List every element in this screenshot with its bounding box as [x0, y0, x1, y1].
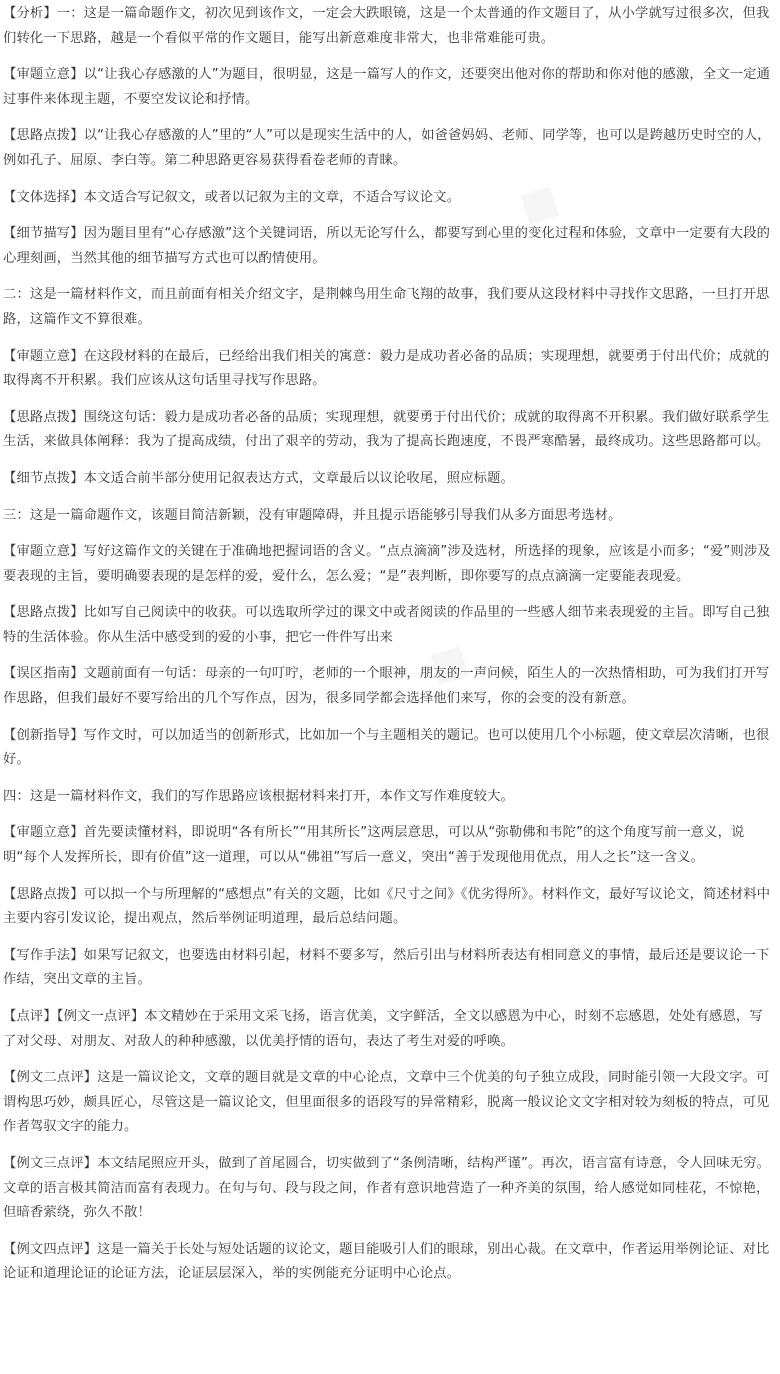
paragraph-analysis-1: 【分析】一：这是一篇命题作文，初次见到该作文，一定会大跌眼镜，这是一个太普通的作文题目了，从小学就写过很多次，但我们转化一下思路，越是一个看似平常的作文题目，能写出新意难度非常大，也非常难能可贵。	[3, 6, 770, 46]
paragraph-idea-4: 【思路点拨】可以拟一个与所理解的“感想点”有关的文题，比如《尺寸之间》《优劣得所》。材料作文，最好写议论文，简述材料中主要内容引发议论，提出观点，然后举例证明道理，最后总结问题。	[3, 886, 771, 927]
paragraph-review-4: 【例文四点评】这是一篇关于长处与短处话题的议论文，题目能吸引人们的眼球，别出心裁。在文章中，作者运用举例论证、对比论证和道理论证的论证方法，论证层层深入，举的实例能充分证明中心论点。	[3, 1241, 770, 1282]
paragraph-idea-3: 【思路点拨】比如写自己阅读中的收获。可以选取所学过的课文中或者阅读的作品里的一些感人细节来表现爱的主旨。即写自己独特的生活体验。你从生活中感受到的爱的小事，把它一件件写出来	[3, 605, 770, 645]
paragraph-idea-1: 【思路点拨】以“让我心存感激的人”里的“人”可以是现实生活中的人，如爸爸妈妈、老师、同学等，也可以是跨越历史时空的人，例如孔子、屈原、李白等。第二种思路更容易获得看卷老师的青睐。	[3, 128, 771, 168]
paragraph-section-2: 二：这是一篇材料作文，而且前面有相关介绍文字，是荆棘鸟用生命飞翔的故事，我们要从这段材料中寻找作文思路，一旦打开思路，这篇作文不算很难。	[3, 287, 770, 327]
paragraph-detail-2: 【细节点拨】本文适合前半部分使用记叙表达方式，文章最后以议论收尾，照应标题。	[3, 470, 514, 486]
paragraph-technique-4: 【写作手法】如果写记叙文，也要选由材料引起，材料不要多写，然后引出与材料所表达有相同意义的事情，最后还是要议论一下作结，突出文章的主旨。	[3, 947, 770, 988]
paragraph-review-2: 【例文二点评】这是一篇议论文，文章的题目就是文章的中心论点，文章中三个优美的句子独立成段，同时能引领一大段文字。可谓构思巧妙，颇具匠心，尽管这是一篇议论文，但里面很多的语段写的异常精彩，脱离一般议论文文字相对较为刻板的特点，可见作者驾驭文字的能力。	[3, 1070, 770, 1135]
paragraph-section-3: 三：这是一篇命题作文，该题目简洁新颖，没有审题障碍，并且提示语能够引导我们从多方面思考选材。	[3, 507, 622, 523]
paragraph-review-1: 【点评】【例文一点评】本文精妙在于采用文采飞扬，语言优美，文字鲜活，全文以感恩为中心，时刻不忘感恩，处处有感恩，写了对父母、对朋友、对敌人的种种感激，以优美抒情的语句，表达了考生对爱的呼唤。	[3, 1009, 763, 1049]
paragraph-detail-1: 【细节描写】因为题目里有“心存感激”这个关键词语，所以无论写什么，都要写到心里的变化过程和体验，文章中一定要有大段的心理刻画，当然其他的细节描写方式也可以酌情使用。	[3, 226, 771, 266]
paragraph-review-3: 【例文三点评】本文结尾照应开头，做到了首尾圆合，切实做到了“条例清晰，结构严谨”。再次，语言富有诗意，令人回味无穷。文章的语言极其简洁而富有表现力。在句与句、段与段之间，作者有意识地营造了一种齐美的氛围，给人感觉如同桂花，不惊艳，但暗香萦绕，弥久不散！	[3, 1155, 771, 1221]
paragraph-innovation-3: 【创新指导】写作文时，可以加适当的创新形式，比如加一个与主题相关的题记。也可以使用几个小标题，使文章层次清晰，也很好。	[3, 727, 770, 768]
paragraph-idea-2: 【思路点拨】围绕这句话：毅力是成功者必备的品质；实现理想，就要勇于付出代价；成就的取得离不开积累。我们做好联系学生生活，来做具体阐释：我为了提高成绩，付出了艰辛的劳动，我为了提高长跑速度，不畏严寒酷暑，最终成功。这些思路都可以。	[3, 409, 770, 450]
paragraph-theme-4: 【审题立意】首先要读懂材料，即说明“各有所长”“用其所长”这两层意思，可以从“弥勒佛和韦陀”的这个角度写前一意义，说明“每个人发挥所长，即有价值”这一道理，可以从“佛祖”写后一意义，突出“善于发现他用优点，用人之长”这一含义。	[3, 825, 745, 866]
paragraph-section-4: 四：这是一篇材料作文，我们的写作思路应该根据材料来打开，本作文写作难度较大。	[3, 788, 514, 804]
paragraph-theme-2: 【审题立意】在这段材料的在最后，已经给出我们相关的寓意：毅力是成功者必备的品质；实现理想，就要勇于付出代价；成就的取得离不开积累。我们应该从这句话里寻找写作思路。	[3, 348, 770, 389]
paragraph-style-1: 【文体选择】本文适合写记叙文，或者以记叙为主的文章，不适合写议论文。	[3, 189, 461, 205]
paragraph-theme-3: 【审题立意】写好这篇作文的关键在于准确地把握词语的含义。“点点滴滴”涉及选材，所选择的现象，应该是小而多；“爱”则涉及要表现的主旨，要明确要表现的是怎样的爱，爱什么，怎么爱；“是”表判断，即你要写的点点滴滴一定要能表现爱。	[3, 544, 771, 584]
paragraph-pitfall-3: 【误区指南】文题前面有一句话：母亲的一句叮咛，老师的一个眼神，朋友的一声问候，陌生人的一次热情相助，可为我们打开写作思路，但我们最好不要写给出的几个写作点，因为，很多同学都会选择他们来写，你的会变的没有新意。	[3, 666, 770, 707]
paragraph-theme-1: 【审题立意】以“让我心存感激的人”为题目，很明显，这是一篇写人的作文，还要突出他对你的帮助和你对他的感激，全文一定通过事件来体现主题，不要空发议论和抒情。	[3, 67, 771, 107]
